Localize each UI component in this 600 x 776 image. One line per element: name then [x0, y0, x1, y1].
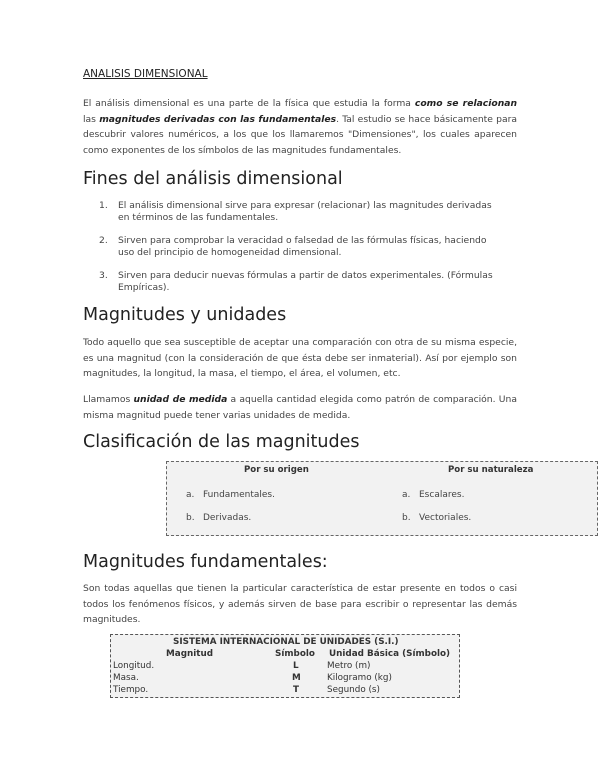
heading-fundamentales: Magnitudes fundamentales:: [83, 552, 328, 572]
col1-text: Fundamentales.: [203, 490, 275, 500]
list-number: 1.: [99, 200, 108, 211]
heading-clasificacion: Clasificación de las magnitudes: [83, 432, 360, 452]
intro-bold-2: magnitudes derivadas con las fundamentales: [99, 113, 337, 125]
col2-text: Escalares.: [419, 490, 465, 500]
magnitudes-paragraph-2: [83, 392, 517, 423]
p2-pre: Llamamos: [83, 394, 134, 405]
si-cell-magnitud: Tiempo.: [113, 685, 149, 695]
list-text: Sirven para deducir nuevas fórmulas a partir de datos experimentales. (Fórmulas Empíricas).: [118, 270, 493, 293]
si-cell-magnitud: Masa.: [113, 673, 139, 683]
intro-text-3: . Tal estudio se hace básicamente para descubrir valores numéricos, a los que los llamaremos "Dimensiones", los cuales aparecen como exponentes de los símbolos de las magnitudes fundamentales.: [83, 113, 517, 156]
list-item: [83, 235, 503, 258]
p2-post: a aquella cantidad elegida como patrón de comparación. Una misma magnitud puede tener varias unidades de medida.: [83, 394, 517, 421]
si-cell-simbolo: M: [292, 673, 301, 683]
col2-text: Vectoriales.: [419, 513, 472, 523]
intro-bold-1: como se relacionan: [414, 98, 517, 109]
intro-text-1: El análisis dimensional es una parte de la física que estudia la forma: [83, 98, 415, 109]
si-cell-simbolo: L: [293, 661, 299, 671]
intro-paragraph: [83, 96, 517, 158]
si-units-table: [110, 634, 460, 698]
clasificacion-table: [166, 461, 598, 536]
heading-magnitudes: Magnitudes y unidades: [83, 305, 287, 325]
magnitudes-paragraph-1: Todo aquello que sea susceptible de aceptar una comparación con otra de su misma especie, es una magnitud (con la consideración de que ésta debe ser inmaterial). Así por ejemplo son magnitudes, la longitud, la masa, el tiempo, el área, el volumen, etc.: [83, 337, 517, 379]
si-header-simbolo: Símbolo: [275, 649, 315, 659]
si-cell-magnitud: Longitud.: [113, 661, 155, 671]
si-table-title: SISTEMA INTERNACIONAL DE UNIDADES (S.I.): [173, 637, 399, 647]
si-cell-unidad: Metro (m): [327, 661, 371, 671]
fundamentales-paragraph: Son todas aquellas que tienen la particular característica de estar presente en todos o casi todos los fenómenos físicos, y además sirven de base para escribir o representar las demás magnitudes.: [83, 583, 517, 625]
intro-text-2: las: [83, 113, 100, 125]
list-item: [83, 270, 503, 293]
fines-list: [83, 200, 503, 305]
si-header-magnitud: Magnitud: [166, 649, 214, 659]
heading-fines: Fines del análisis dimensional: [83, 169, 343, 189]
si-cell-unidad: Kilogramo (kg): [327, 673, 392, 683]
col-header-origen: Por su origen: [244, 465, 309, 475]
si-cell-unidad: Segundo (s): [327, 685, 380, 695]
p2-bold: unidad de medida: [133, 394, 228, 405]
col1-text: Derivadas.: [203, 513, 252, 523]
si-cell-simbolo: T: [293, 685, 300, 695]
list-text: El análisis dimensional sirve para expresar (relacionar) las magnitudes derivadas en términos de las fundamentales.: [118, 200, 492, 223]
si-header-unidad: Unidad Básica (Símbolo): [329, 649, 451, 659]
col1-letter: a.: [186, 490, 195, 500]
col1-letter: b.: [186, 513, 195, 523]
col-header-naturaleza: Por su naturaleza: [448, 465, 534, 475]
list-number: 2.: [99, 235, 108, 246]
col2-letter: b.: [402, 513, 411, 523]
document-title[interactable]: ANALISIS DIMENSIONAL: [83, 68, 208, 80]
col2-letter: a.: [402, 490, 411, 500]
list-number: 3.: [99, 270, 108, 281]
list-item: [83, 200, 503, 223]
list-text: Sirven para comprobar la veracidad o falsedad de las fórmulas físicas, haciendo uso del principio de homogeneidad dimensional.: [118, 235, 487, 258]
